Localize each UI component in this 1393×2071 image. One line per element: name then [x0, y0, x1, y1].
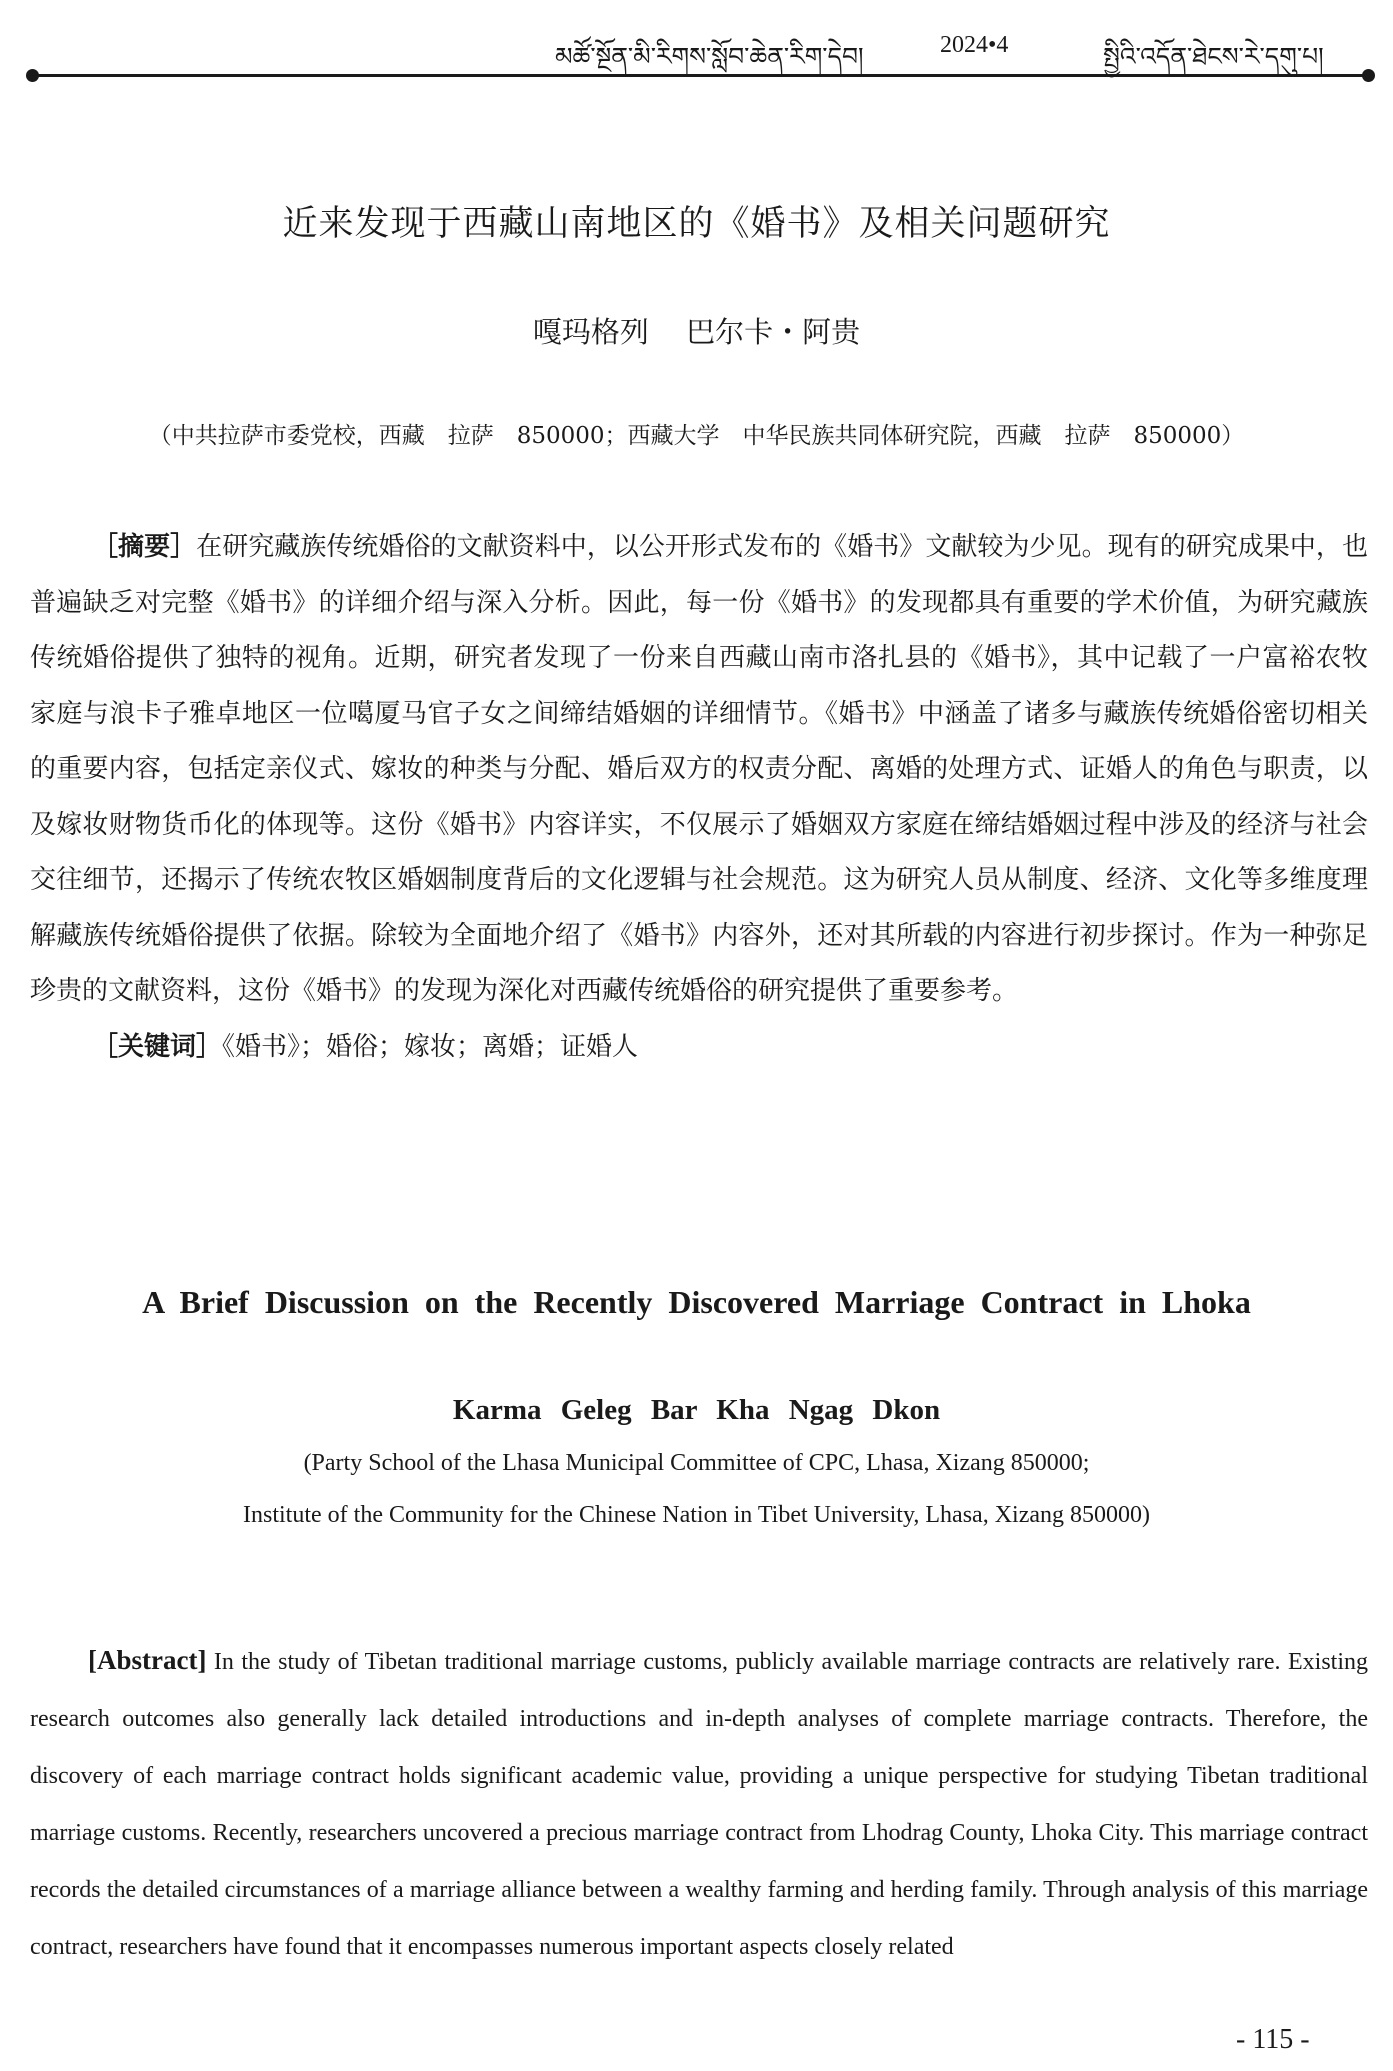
- title-chinese: 近来发现于西藏山南地区的《婚书》及相关问题研究: [282, 204, 1111, 244]
- issue-number: 2024•4: [940, 32, 1009, 58]
- affiliation-english-line-1: (Party School of the Lhasa Municipal Committee of CPC, Lhasa, Xizang 850000;: [303, 1450, 1090, 1476]
- header-rule-left-dot: [26, 69, 39, 82]
- header-rule: [32, 74, 1368, 77]
- authors-english: Karma Geleg Bar Kha Ngag Dkon: [452, 1394, 941, 1426]
- page-number: - 115 -: [1236, 2024, 1310, 2055]
- abstract-chinese: [30, 520, 1368, 1075]
- title-english: A Brief Discussion on the Recently Discovered Marriage Contract in Lhoka: [142, 1284, 1251, 1320]
- affiliation-english-line-2: Institute of the Community for the Chinese Nation in Tibet University, Lhasa, Xizang 850000): [243, 1502, 1150, 1528]
- abstract-english: [30, 1632, 1368, 1976]
- abstract-label-english: [Abstract]: [88, 1645, 207, 1675]
- abstract-english-paragraph: [30, 1632, 1368, 1976]
- abstract-text-english: In the study of Tibetan traditional marriage customs, publicly available marriage contracts are relatively rare. Existing research outcomes also generally lack detailed introductions and in-depth analyses of complete marriage contracts. Therefore, the discovery of each marriage contract holds significant academic value, providing a unique perspective for studying Tibetan traditional marriage customs. Recently, researchers uncovered a precious marriage contract from Lhodrag County, Lhoka City. This marriage contract records the detailed circumstances of a marriage alliance between a wealthy farming and herding family. Through analysis of this marriage contract, researchers have found that it encompasses numerous important aspects closely related: [30, 1649, 1368, 1960]
- header-rule-right-dot: [1362, 69, 1375, 82]
- journal-name-tibetan: མཚོ་སྔོན་མི་རིགས་སློབ་ཆེན་རིག་དེབ།: [555, 42, 864, 71]
- authors-chinese: 嘎玛格列 巴尔卡・阿贵: [532, 315, 861, 349]
- keywords-text-chinese: 《婚书》；婚俗；嫁妆；离婚；证婚人: [222, 1031, 639, 1062]
- abstract-text-chinese: 在研究藏族传统婚俗的文献资料中，以公开形式发布的《婚书》文献较为少见。现有的研究成果中，也普遍缺乏对完整《婚书》的详细介绍与深入分析。因此，每一份《婚书》的发现都具有重要的学术价值，为研究藏族传统婚俗提供了独特的视角。近期，研究者发现了一份来自西藏山南市洛扎县的《婚书》，其中记载了一户富裕农牧家庭与浪卡子雅卓地区一位噶厦马官子女之间缔结婚姻的详细情节。《婚书》中涵盖了诸多与藏族传统婚俗密切相关的重要内容，包括定亲仪式、嫁妆的种类与分配、婚后双方的权责分配、离婚的处理方式、证婚人的角色与职责，以及嫁妆财物货币化的体现等。这份《婚书》内容详实，不仅展示了婚姻双方家庭在缔结婚姻过程中涉及的经济与社会交往细节，还揭示了传统农牧区婚姻制度背后的文化逻辑与社会规范。这为研究人员从制度、经济、文化等多维度理解藏族传统婚俗提供了依据。除较为全面地介绍了《婚书》内容外，还对其所载的内容进行初步探讨。作为一种弥足珍贵的文献资料，这份《婚书》的发现为深化对西藏传统婚俗的研究提供了重要参考。: [30, 532, 1368, 1006]
- keywords-chinese: [30, 1020, 1368, 1076]
- keywords-label-chinese: ［关键词］: [92, 1031, 223, 1062]
- abstract-label-chinese: ［摘要］: [92, 532, 197, 562]
- issue-series-tibetan: སྤྱིའི་འདོན་ཐེངས་རེ་དགུ་པ།: [1103, 42, 1324, 71]
- affiliation-chinese: （中共拉萨市委党校，西藏 拉萨 850000；西藏大学 中华民族共同体研究院，西藏 拉萨 850000）: [148, 423, 1245, 449]
- abstract-chinese-paragraph: [30, 520, 1368, 1020]
